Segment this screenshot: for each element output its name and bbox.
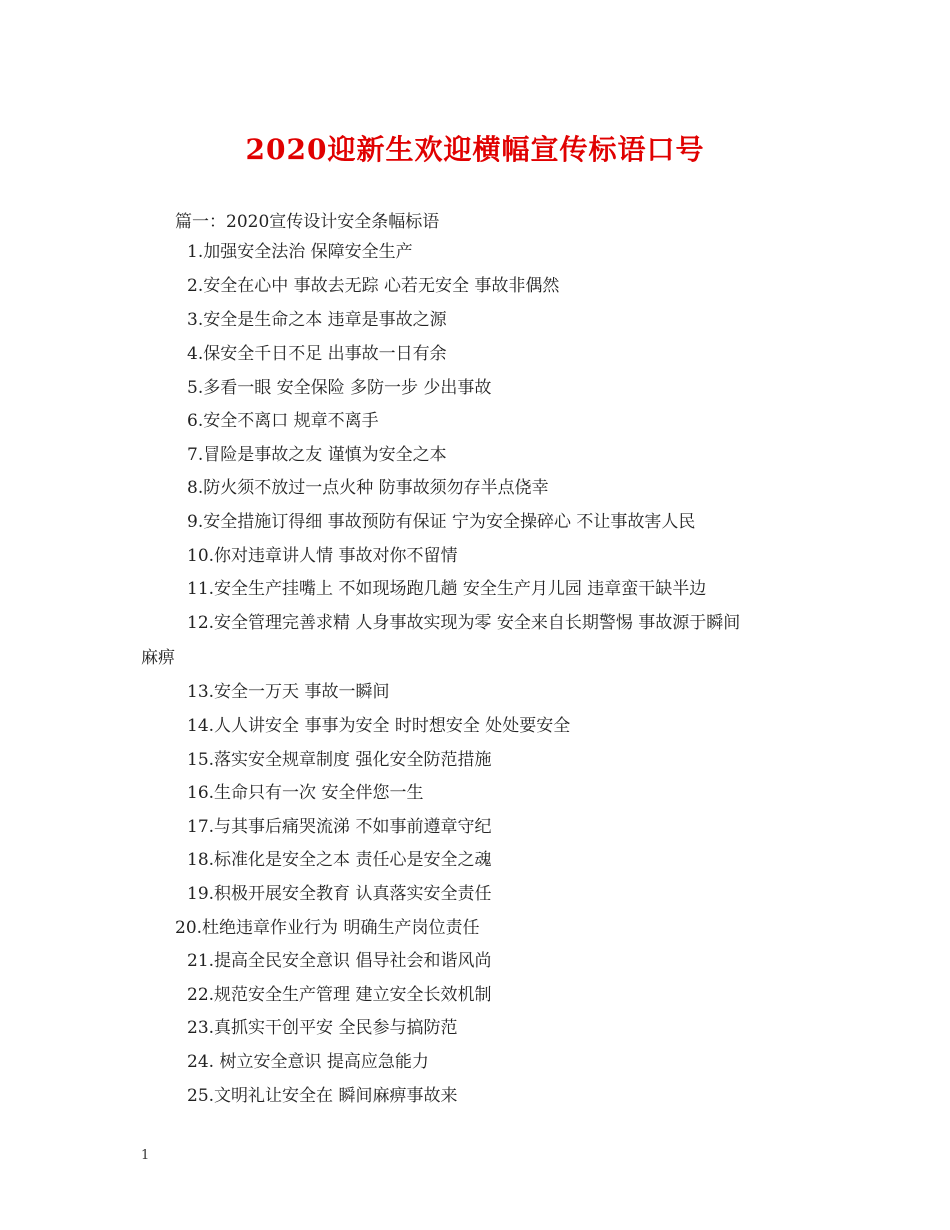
list-item: 6.安全不离口 规章不离手 bbox=[187, 411, 379, 431]
list-item: 15.落实安全规章制度 强化安全防范措施 bbox=[187, 750, 492, 770]
list-item: 25.文明礼让安全在 瞬间麻痹事故来 bbox=[187, 1086, 458, 1106]
list-item: 1.加强安全法治 保障安全生产 bbox=[187, 242, 413, 262]
list-item: 13.安全一万天 事故一瞬间 bbox=[187, 682, 390, 702]
list-item: 4.保安全千日不足 出事故一日有余 bbox=[187, 344, 447, 364]
list-item: 14.人人讲安全 事事为安全 时时想安全 处处要安全 bbox=[187, 716, 571, 736]
list-item: 24. 树立安全意识 提高应急能力 bbox=[187, 1052, 429, 1072]
list-item: 17.与其事后痛哭流涕 不如事前遵章守纪 bbox=[187, 817, 492, 837]
list-item: 8.防火须不放过一点火种 防事故须勿存半点侥幸 bbox=[187, 478, 549, 498]
list-item: 3.安全是生命之本 违章是事故之源 bbox=[187, 310, 447, 330]
list-item: 7.冒险是事故之友 谨慎为安全之本 bbox=[187, 445, 447, 465]
list-item: 18.标准化是安全之本 责任心是安全之魂 bbox=[187, 850, 492, 870]
list-item: 19.积极开展安全教育 认真落实安全责任 bbox=[187, 884, 492, 904]
list-item: 16.生命只有一次 安全伴您一生 bbox=[187, 783, 424, 803]
document-title: 2020迎新生欢迎横幅宣传标语口号 bbox=[245, 133, 705, 166]
list-item: 12.安全管理完善求精 人身事故实现为零 安全来自长期警惕 事故源于瞬间 bbox=[187, 613, 741, 633]
list-item: 11.安全生产挂嘴上 不如现场跑几趟 安全生产月儿园 违章蛮干缺半边 bbox=[187, 579, 707, 599]
list-item: 20.杜绝违章作业行为 明确生产岗位责任 bbox=[175, 918, 480, 938]
list-item: 23.真抓实干创平安 全民参与搞防范 bbox=[187, 1018, 458, 1038]
list-item: 21.提高全民安全意识 倡导社会和谐风尚 bbox=[187, 951, 492, 971]
list-item-continuation: 麻痹 bbox=[141, 648, 175, 668]
list-item: 22.规范安全生产管理 建立安全长效机制 bbox=[187, 985, 492, 1005]
page-number: 1 bbox=[141, 1148, 150, 1163]
list-item: 9.安全措施订得细 事故预防有保证 宁为安全操碎心 不让事故害人民 bbox=[187, 512, 696, 532]
list-item: 2.安全在心中 事故去无踪 心若无安全 事故非偶然 bbox=[187, 276, 560, 296]
section-heading: 篇一：2020宣传设计安全条幅标语 bbox=[175, 212, 440, 232]
list-item: 5.多看一眼 安全保险 多防一步 少出事故 bbox=[187, 378, 492, 398]
list-item: 10.你对违章讲人情 事故对你不留情 bbox=[187, 546, 458, 566]
